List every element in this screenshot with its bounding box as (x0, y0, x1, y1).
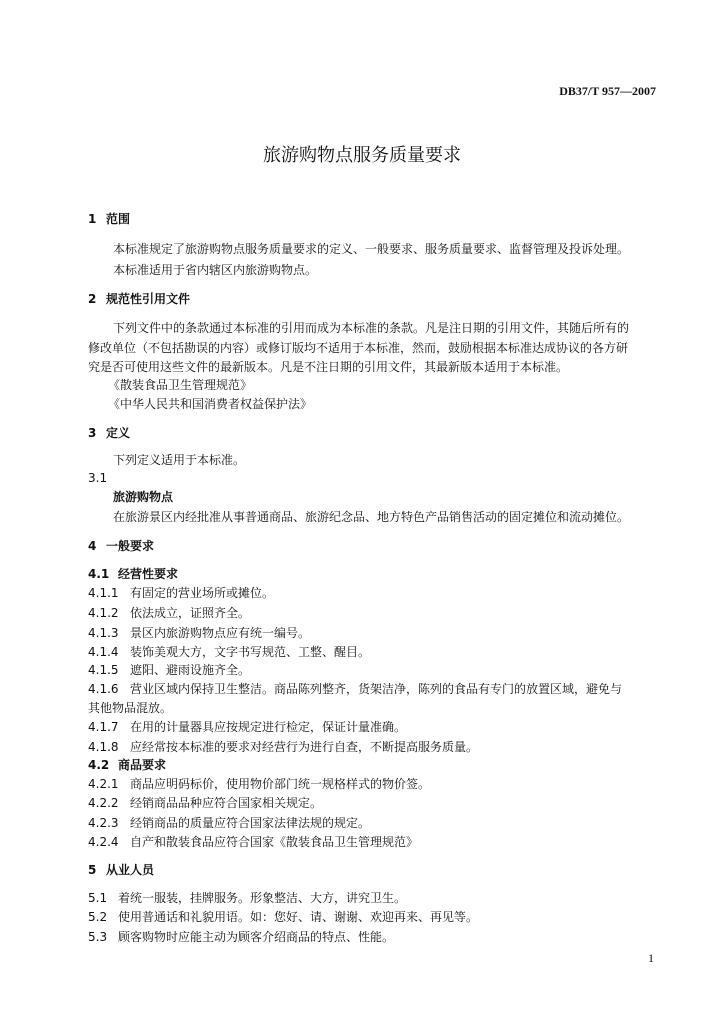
section-number: 1 (88, 212, 97, 226)
clause-text: 应经常按本标准的要求对经营行为进行自查，不断提高服务质量。 (130, 740, 479, 754)
term-heading: 旅游购物点 (113, 490, 174, 504)
page-number: 1 (648, 951, 654, 965)
section-number: 5 (88, 863, 97, 877)
clause-number: 4.1.7 (88, 720, 119, 734)
clause-number: 4.1.2 (88, 606, 119, 620)
clause-text: 景区内旅游购物点应有统一编号。 (130, 626, 311, 640)
reference-item: 《散装食品卫生管理规范》 (108, 378, 253, 392)
subsection-number: 3.1 (88, 471, 108, 485)
clause-number: 4.1.8 (88, 740, 119, 754)
subsection-4-2-heading (88, 757, 166, 773)
section-4-heading (88, 538, 154, 554)
subsection-4-1-heading (88, 566, 178, 582)
clause-item (88, 605, 250, 621)
section-2-heading (88, 291, 190, 307)
paragraph-line: 修改单位（不包括勘误的内容）或修订版均不适用于本标准，然而，鼓励根据本标准达成协议的各方研 (88, 341, 629, 355)
clause-item (88, 739, 478, 755)
clause-item (88, 929, 394, 945)
clause-text: 使用普通话和礼貌用语。如：您好、请、谢谢、欢迎再来、再见等。 (118, 910, 479, 924)
clause-item (88, 909, 478, 925)
clause-text: 在用的计量器具应按规定进行检定，保证计量准确。 (130, 720, 407, 734)
clause-item (88, 662, 250, 678)
clause-number: 5.3 (88, 930, 108, 944)
paragraph: 下列定义适用于本标准。 (113, 453, 246, 467)
standard-code: DB37/T 957—2007 (559, 84, 656, 98)
section-number: 2 (88, 292, 97, 306)
clause-text: 依法成立，证照齐全。 (130, 606, 251, 620)
clause-item (88, 834, 418, 850)
section-number: 3 (88, 426, 97, 440)
clause-text: 装饰美观大方，文字书写规范、工整、醒目。 (130, 645, 371, 659)
clause-text: 着统一服装，挂牌服务。形象整洁、大方，讲究卫生。 (118, 891, 407, 905)
clause-number: 5.1 (88, 891, 108, 905)
clause-item (88, 644, 370, 660)
clause-number: 5.2 (88, 910, 108, 924)
clause-text: 商品应明码标价，使用物价部门统一规格样式的物价签。 (130, 777, 431, 791)
section-number: 4 (88, 539, 97, 553)
clause-text: 顾客购物时应能主动为顾客介绍商品的特点、性能。 (118, 930, 395, 944)
clause-item (88, 719, 406, 735)
paragraph-line: 下列文件中的条款通过本标准的引用而成为本标准的条款。凡是注日期的引用文件，其随后所有的 (113, 321, 630, 335)
section-5-heading (88, 862, 154, 878)
term-definition: 在旅游景区内经批准从事普通商品、旅游纪念品、地方特色产品销售活动的固定摊位和流动摊位。 (113, 510, 630, 524)
reference-item: 《中华人民共和国消费者权益保护法》 (108, 397, 313, 411)
section-1-heading (88, 211, 130, 227)
clause-item (88, 815, 370, 831)
section-3-heading (88, 425, 130, 441)
clause-number: 4.1.6 (88, 682, 119, 696)
clause-item (88, 776, 430, 792)
subsection-title: 经营性要求 (118, 567, 179, 581)
clause-item (88, 890, 406, 906)
clause-number: 4.2.4 (88, 835, 119, 849)
clause-item (88, 795, 322, 811)
paragraph: 本标准规定了旅游购物点服务质量要求的定义、一般要求、服务质量要求、监督管理及投诉处理。 (113, 242, 630, 256)
subsection-number: 4.2 (88, 758, 110, 772)
clause-item (88, 681, 622, 697)
clause-item (88, 585, 274, 601)
section-title: 一般要求 (106, 539, 155, 553)
clause-item (88, 625, 310, 641)
section-title: 从业人员 (106, 863, 155, 877)
section-title: 范围 (106, 212, 131, 226)
clause-number: 4.2.1 (88, 777, 119, 791)
clause-text: 经销商品的质量应符合国家法律法规的规定。 (130, 816, 371, 830)
clause-number: 4.2.3 (88, 816, 119, 830)
clause-number: 4.2.2 (88, 796, 119, 810)
section-title: 规范性引用文件 (106, 292, 191, 306)
clause-text: 遮阳、避雨设施齐全。 (130, 663, 251, 677)
clause-text: 有固定的营业场所或摊位。 (130, 586, 275, 600)
clause-number: 4.1.1 (88, 586, 119, 600)
clause-text: 自产和散装食品应符合国家《散装食品卫生管理规范》 (130, 835, 419, 849)
clause-text: 营业区域内保持卫生整洁。商品陈列整齐，货架洁净，陈列的食品有专门的放置区域，避免与 (130, 682, 623, 696)
section-title: 定义 (106, 426, 131, 440)
clause-number: 4.1.3 (88, 626, 119, 640)
subsection-number: 4.1 (88, 567, 110, 581)
clause-text: 经销商品品种应符合国家相关规定。 (130, 796, 323, 810)
subsection-title: 商品要求 (118, 758, 167, 772)
clause-number: 4.1.4 (88, 645, 119, 659)
paragraph-line: 究是否可使用这些文件的最新版本。凡是不注日期的引用文件，其最新版本适用于本标准。 (88, 360, 569, 374)
clause-number: 4.1.5 (88, 663, 119, 677)
clause-text-continuation: 其他物品混放。 (88, 701, 173, 715)
paragraph: 本标准适用于省内辖区内旅游购物点。 (113, 263, 318, 277)
document-title: 旅游购物点服务质量要求 (263, 145, 461, 166)
